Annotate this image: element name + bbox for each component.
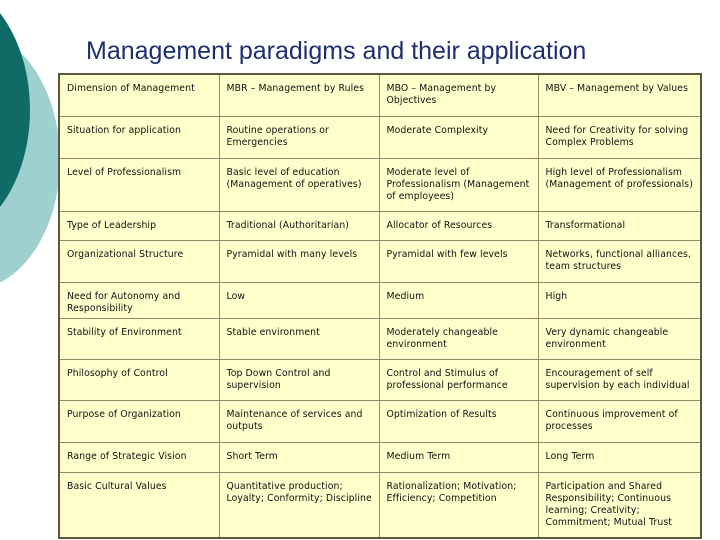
table-cell: Moderate Complexity bbox=[379, 116, 538, 158]
table-cell: MBR – Management by Rules bbox=[219, 74, 379, 116]
table-cell: Routine operations or Emergencies bbox=[219, 116, 379, 158]
table-cell: Quantitative production; Loyalty; Conformity; Discipline bbox=[219, 472, 379, 538]
table-cell: Range of Strategic Vision bbox=[59, 442, 219, 472]
table-row bbox=[59, 359, 701, 400]
table-cell: Purpose of Organization bbox=[59, 400, 219, 442]
table-cell: Maintenance of services and outputs bbox=[219, 400, 379, 442]
table-cell: Dimension of Management bbox=[59, 74, 219, 116]
table-cell: Basic level of education (Management of operatives) bbox=[219, 158, 379, 211]
paradigms-table bbox=[58, 73, 702, 539]
table-cell: High level of Professionalism (Management of professionals) bbox=[538, 158, 701, 211]
slide-title: Management paradigms and their application bbox=[86, 37, 587, 65]
table-cell: Basic Cultural Values bbox=[59, 472, 219, 538]
table-row bbox=[59, 442, 701, 472]
table-cell: Philosophy of Control bbox=[59, 359, 219, 400]
table-cell: Networks, functional alliances, team structures bbox=[538, 240, 701, 282]
table-cell: Very dynamic changeable environment bbox=[538, 318, 701, 359]
table-row bbox=[59, 240, 701, 282]
table-cell: Low bbox=[219, 282, 379, 318]
table-cell: Short Term bbox=[219, 442, 379, 472]
table-row bbox=[59, 116, 701, 158]
table-row bbox=[59, 472, 701, 538]
table-cell: Transformational bbox=[538, 211, 701, 240]
table-cell: Control and Stimulus of professional performance bbox=[379, 359, 538, 400]
table-cell: Stability of Environment bbox=[59, 318, 219, 359]
table-cell: Pyramidal with few levels bbox=[379, 240, 538, 282]
table-row bbox=[59, 318, 701, 359]
table-cell: Optimization of Results bbox=[379, 400, 538, 442]
table-cell: Traditional (Authoritarian) bbox=[219, 211, 379, 240]
table-cell: Level of Professionalism bbox=[59, 158, 219, 211]
table-cell: MBV – Management by Values bbox=[538, 74, 701, 116]
table-cell: Continuous improvement of processes bbox=[538, 400, 701, 442]
table-row bbox=[59, 74, 701, 116]
table-cell: Top Down Control and supervision bbox=[219, 359, 379, 400]
table-row bbox=[59, 211, 701, 240]
table-cell: Organizational Structure bbox=[59, 240, 219, 282]
table-cell: Participation and Shared Responsibility; Continuous learning; Creativity; Commitment; Mutual Trust bbox=[538, 472, 701, 538]
table-cell: Medium Term bbox=[379, 442, 538, 472]
table-cell: Moderate level of Professionalism (Management of employees) bbox=[379, 158, 538, 211]
table-cell: Need for Creativity for solving Complex Problems bbox=[538, 116, 701, 158]
table-cell: Pyramidal with many levels bbox=[219, 240, 379, 282]
table-cell: Moderately changeable environment bbox=[379, 318, 538, 359]
table-cell: High bbox=[538, 282, 701, 318]
table-cell: Need for Autonomy and Responsibility bbox=[59, 282, 219, 318]
table-cell: Stable environment bbox=[219, 318, 379, 359]
table-cell: Rationalization; Motivation; Efficiency; Competition bbox=[379, 472, 538, 538]
table-cell: Long Term bbox=[538, 442, 701, 472]
table-cell: Medium bbox=[379, 282, 538, 318]
table-cell: MBO – Management by Objectives bbox=[379, 74, 538, 116]
table-cell: Situation for application bbox=[59, 116, 219, 158]
table-row bbox=[59, 400, 701, 442]
table-cell: Encouragement of self supervision by each individual bbox=[538, 359, 701, 400]
table-cell: Allocator of Resources bbox=[379, 211, 538, 240]
table-cell: Type of Leadership bbox=[59, 211, 219, 240]
table-row bbox=[59, 282, 701, 318]
decorative-circles bbox=[0, 0, 60, 300]
table-row bbox=[59, 158, 701, 211]
